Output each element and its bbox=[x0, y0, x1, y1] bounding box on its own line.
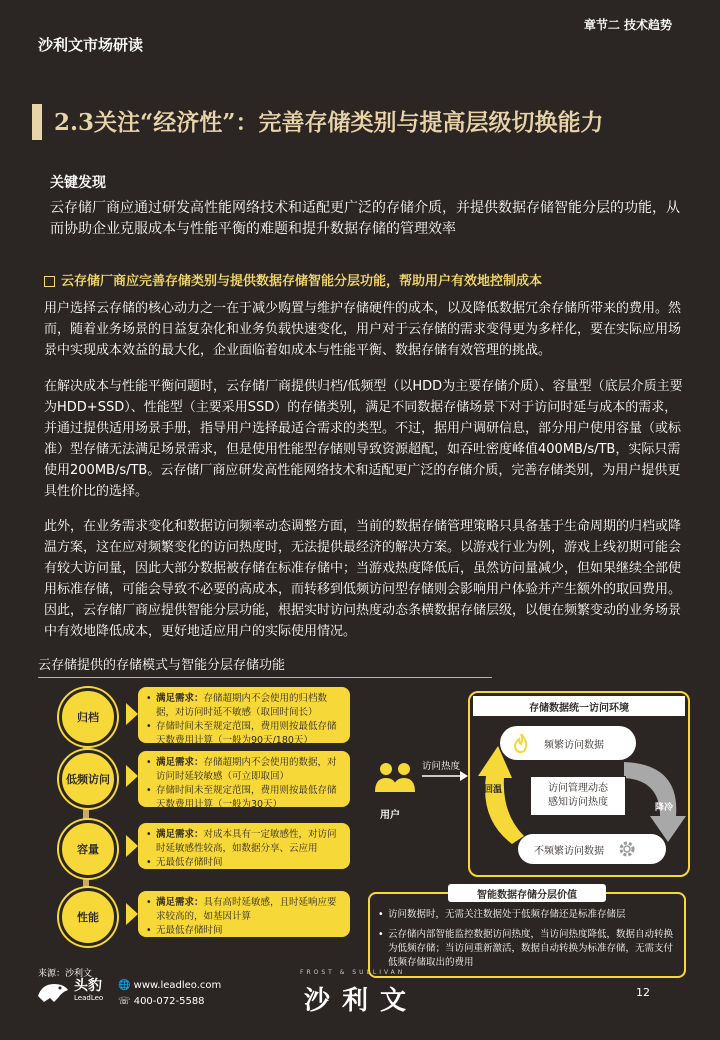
subheading-text: 云存储厂商应完善存储类别与提供数据存储智能分层功能，帮助用户有效地控制成本 bbox=[61, 274, 543, 289]
leopard-logo-icon bbox=[36, 978, 70, 1004]
sullivan-logo-cn: 沙利文 bbox=[304, 986, 419, 1016]
infrequent-data-label: 不频繁访问数据 bbox=[534, 845, 604, 857]
checkbox-square-icon bbox=[44, 276, 55, 287]
footer-website[interactable] bbox=[118, 980, 221, 991]
user-label: 用户 bbox=[380, 810, 400, 821]
brand-title: 沙利文市场研读 bbox=[38, 36, 144, 54]
bullet-icon: • bbox=[146, 721, 152, 732]
card-text: 具有高时延敏感，且时延响应要求较高的，如基因计算 bbox=[156, 897, 337, 922]
card-bold-label: 满足需求： bbox=[156, 829, 204, 840]
arrow-right-icon bbox=[126, 703, 138, 725]
card-text: 无最低存储时间 bbox=[156, 925, 223, 936]
warm-up-arrow-icon bbox=[472, 740, 532, 850]
chapter-label: 章节二 技术趋势 bbox=[583, 18, 672, 32]
tier-card-performance bbox=[138, 891, 350, 937]
key-findings-heading: 关键发现 bbox=[50, 175, 106, 191]
phone-text: 400-072-5588 bbox=[133, 996, 205, 1007]
card-bold-label: 满足需求： bbox=[156, 897, 204, 908]
page-title: 2.3关注“经济性”：完善存储类别与提高层级切换能力 bbox=[54, 109, 604, 136]
leadleo-logo bbox=[36, 978, 103, 1004]
frost-sullivan-text: FROST & SULLIVAN bbox=[300, 969, 406, 976]
bullet-icon: • bbox=[146, 857, 152, 868]
tier-card-infrequent bbox=[138, 751, 350, 810]
page-number: 12 bbox=[636, 986, 650, 999]
dynamic-management-box bbox=[530, 776, 626, 816]
paragraph-2: 在解决成本与性能平衡问题时，云存储厂商提供归档/低频型（以HDD为主要存储介质）、容量型（底层介质主要为HDD+SSD）、性能型（主要采用SSD）的存储类别，满足不同数据存储场景下对于访问时延与成本的需求，并通过提供适用场景手册，指导用户选择最适合需求的类型。不过，据用户调研信息，部分用户使用容量（或标准）型存储无法满足场景需求，但是使用性能型存储则导致资源超配，如吞吐密度峰值400MB/s/TB，实际只需使用200MB/s/TB。云存储厂商应研发高性能网络技术和适配更广泛的存储介质，完善存储类别，为用户提供更具性价比的选择。 bbox=[44, 379, 683, 499]
bullet-icon: • bbox=[146, 785, 152, 796]
card-text: 存储时间未至规定范围，费用则按最低存储天数费用计算（一般为90天/180天） bbox=[156, 721, 337, 746]
frequent-data-label: 频繁访问数据 bbox=[544, 739, 604, 751]
card-text: 存储超期内不会使用的归档数据，对访问时延不敏感（取回时间长） bbox=[156, 693, 328, 718]
access-heat-label: 访问热度 bbox=[422, 761, 461, 772]
tier-node-performance: 性能 bbox=[59, 888, 117, 946]
logo-cn: 头豹 bbox=[74, 978, 102, 994]
title-accent-bar bbox=[32, 104, 42, 140]
mid-line-2: 感知访问热度 bbox=[548, 797, 608, 808]
card-text: 存储超期内不会使用的数据，对访问时延较敏感（可立即取回） bbox=[156, 757, 337, 782]
website-text: www.leadleo.com bbox=[133, 980, 222, 991]
tier-node-archive: 归档 bbox=[59, 688, 117, 746]
source-note: 来源：沙利文 bbox=[38, 969, 93, 979]
section-subheading bbox=[44, 270, 542, 289]
panel-title: 存储数据统一访问环境 bbox=[473, 696, 685, 716]
tier-node-infrequent: 低频访问 bbox=[59, 750, 117, 808]
logo-en: LeadLeo bbox=[74, 994, 104, 1002]
warm-label: 回温 bbox=[484, 785, 503, 795]
value-point-1: 访问数据时，无需关注数据处于低频存储还是标准存储层 bbox=[388, 909, 626, 920]
card-bold-label: 满足需求： bbox=[156, 757, 204, 768]
globe-icon: 🌐 bbox=[118, 980, 131, 991]
arrow-right-icon bbox=[126, 765, 138, 787]
card-bold-label: 满足需求： bbox=[156, 693, 204, 704]
paragraph-3: 此外，在业务需求变化和数据访问频率动态调整方面，当前的数据存储管理策略只具备基于生命周期的归档或降温方案，这在应对频繁变化的访问热度时，无法提供最经济的解决方案。以游戏行业为例，游戏上线初期可能会有较大访问量，因此大部分数据被存储在标准存储中；当游戏热度降低后，虽然访问量减少，但如果继续全部使用标准存储，可能会导致不必要的高成本，而转移到低频访问型存储则会影响用户体验并产生额外的取回费用。因此，云存储厂商应提供智能分层功能，根据实时访问热度动态条横数据存储层级，以便在频繁变动的业务场景中有效地降低成本，更好地适应用户的实际使用情况。 bbox=[44, 519, 682, 639]
value-points bbox=[378, 908, 680, 970]
paragraph-1: 用户选择云存储的核心动力之一在于减少购置与维护存储硬件的成本，以及降低数据冗余存储所带来的费用。然而，随着业务场景的日益复杂化和业务负载快速变化，用户对于云存储的需求变得更为多样化，要在实际应用场景中实现成本效益的最大化，企业面临着如成本与性能平衡、数据存储有效管理的挑战。 bbox=[44, 301, 682, 358]
tier-node-capacity: 容量 bbox=[59, 820, 117, 878]
arrow-right-icon bbox=[420, 770, 470, 782]
card-text: 存储时间未至规定范围，费用则按最低存储天数费用计算（一般为30天） bbox=[156, 785, 337, 810]
card-text: 无最低存储时间 bbox=[156, 857, 223, 868]
tier-card-capacity bbox=[138, 823, 350, 869]
users-icon bbox=[372, 760, 420, 796]
key-findings-text: 云存储厂商应通过研发高性能网络技术和适配更广泛的存储介质，并提供数据存储智能分层的功能，从而协助企业克服成本与性能平衡的难题和提升数据存储的管理效率 bbox=[50, 200, 680, 237]
value-title: 智能数据存储分层价值 bbox=[448, 884, 606, 902]
bullet-icon: • bbox=[146, 693, 152, 704]
bullet-icon: • bbox=[146, 925, 152, 936]
card-text: 对成本具有一定敏感性，对访问时延敏感性较高，如数据分享、云应用 bbox=[156, 829, 337, 854]
value-point-2: 云存储内部智能监控数据访问热度，当访问热度降低，数据自动转换为低频存储；当访问重新激活，数据自动转换为标准存储，无需支付低频存储取出的费用 bbox=[388, 929, 674, 968]
tier-card-archive bbox=[138, 687, 350, 746]
chart-title: 云存储提供的存储模式与智能分层存储功能 bbox=[38, 658, 286, 673]
bullet-icon: • bbox=[146, 829, 152, 840]
phone-icon: ☏ bbox=[118, 996, 131, 1007]
footer-phone bbox=[118, 996, 205, 1007]
chart-title-divider bbox=[38, 677, 492, 678]
arrow-right-icon bbox=[126, 835, 138, 857]
bullet-icon: • bbox=[378, 909, 384, 920]
bullet-icon: • bbox=[378, 929, 384, 940]
bullet-icon: • bbox=[146, 897, 152, 908]
cool-label: 降冷 bbox=[655, 803, 674, 813]
bullet-icon: • bbox=[146, 757, 152, 768]
mid-line-1: 访问管理动态 bbox=[548, 783, 608, 794]
arrow-right-icon bbox=[126, 903, 138, 925]
